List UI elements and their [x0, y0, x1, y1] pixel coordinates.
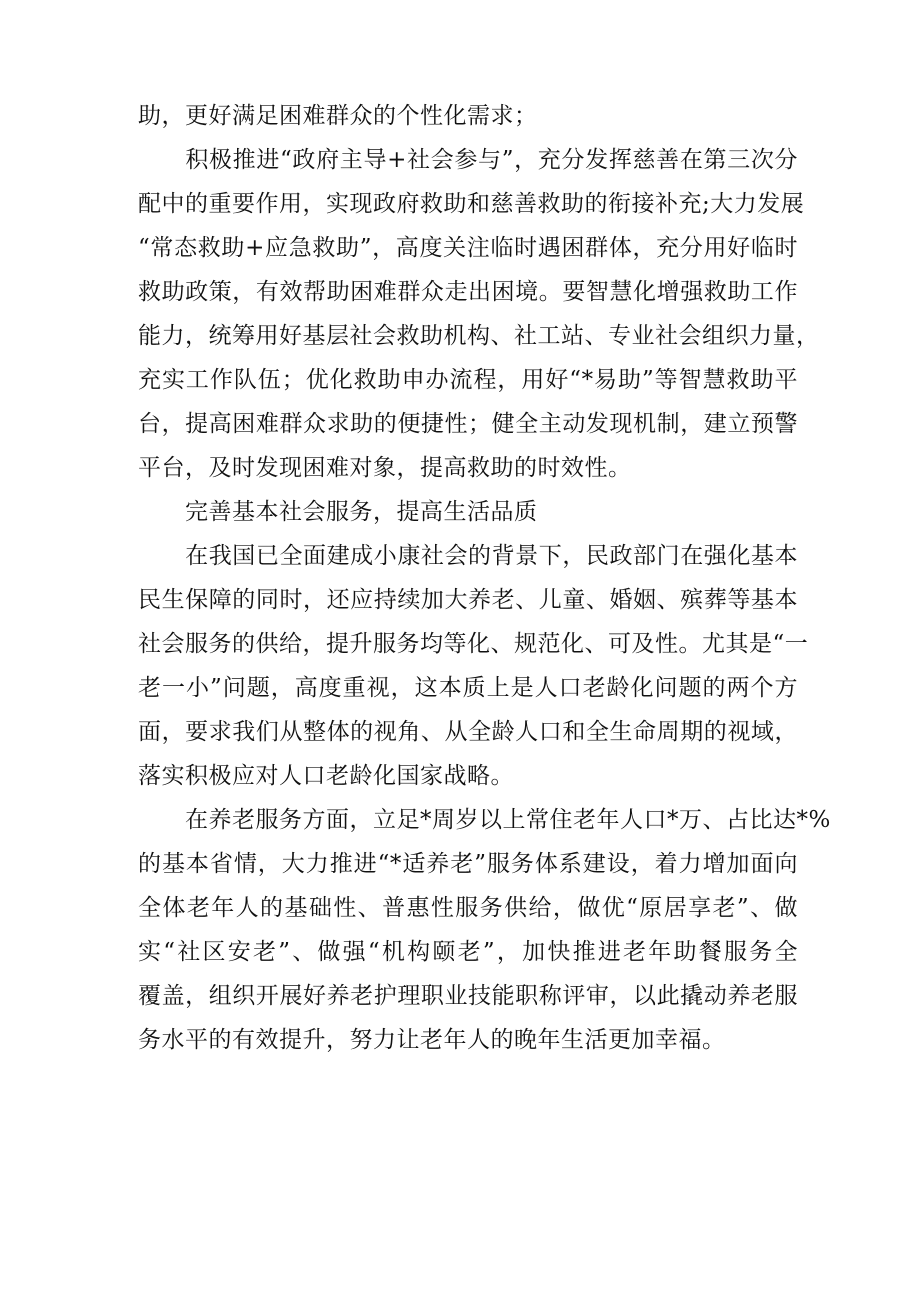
paragraph-elderly-care [138, 798, 831, 1062]
text-line: 覆盖，组织开展好养老护理职业技能职称评审，以此撬动养老服 [138, 983, 798, 1009]
text-line: 台，提高困难群众求助的便捷性；健全主动发现机制，建立预警 [138, 411, 798, 437]
paragraph-continuation [138, 94, 798, 138]
section-heading [138, 490, 798, 534]
text-line: 民生保障的同时，还应持续加大养老、儿童、婚姻、殡葬等基本 [138, 587, 798, 613]
text-line: 平台，及时发现困难对象，提高救助的时效性。 [138, 455, 632, 481]
text-line: 的基本省情，大力推进“*适养老”服务体系建设，着力增加面向 [138, 851, 798, 877]
text-line: 落实积极应对人口老龄化国家战略。 [138, 763, 514, 789]
document-body [138, 94, 831, 1062]
text-line: “常态救助+应急救助”，高度关注临时遇困群体，充分用好临时 [138, 235, 798, 261]
text-line: 救助政策，有效帮助困难群众走出困境。要智慧化增强救助工作 [138, 279, 798, 305]
paragraph-social-services [138, 534, 809, 798]
text-line: 在养老服务方面，立足*周岁以上常住老年人口*万、占比达*% [138, 807, 831, 833]
text-line: 社会服务的供给，提升服务均等化、规范化、可及性。尤其是“一 [138, 631, 809, 657]
heading-line: 完善基本社会服务，提高生活品质 [138, 499, 538, 525]
text-line: 老一小”问题，高度重视，这本质上是人口老龄化问题的两个方 [138, 675, 798, 701]
text-line: 配中的重要作用，实现政府救助和慈善救助的衔接补充;大力发展 [138, 191, 805, 217]
text-line: 助，更好满足困难群众的个性化需求； [138, 103, 538, 129]
text-line: 全体老年人的基础性、普惠性服务供给，做优“原居享老”、做 [138, 895, 798, 921]
text-line: 充实工作队伍；优化救助申办流程，用好“*易助”等智慧救助平 [138, 367, 798, 393]
text-line: 面，要求我们从整体的视角、从全龄人口和全生命周期的视域， [138, 719, 798, 745]
text-line: 能力，统筹用好基层社会救助机构、社工站、专业社会组织力量， [138, 323, 820, 349]
text-line: 积极推进“政府主导+社会参与”，充分发挥慈善在第三次分 [138, 147, 798, 173]
text-line: 实“社区安老”、做强“机构颐老”，加快推进老年助餐服务全 [138, 939, 798, 965]
text-line: 在我国已全面建成小康社会的背景下，民政部门在强化基本 [138, 543, 798, 569]
text-line: 务水平的有效提升，努力让老年人的晚年生活更加幸福。 [138, 1027, 726, 1053]
paragraph-charity-assistance [138, 138, 820, 490]
